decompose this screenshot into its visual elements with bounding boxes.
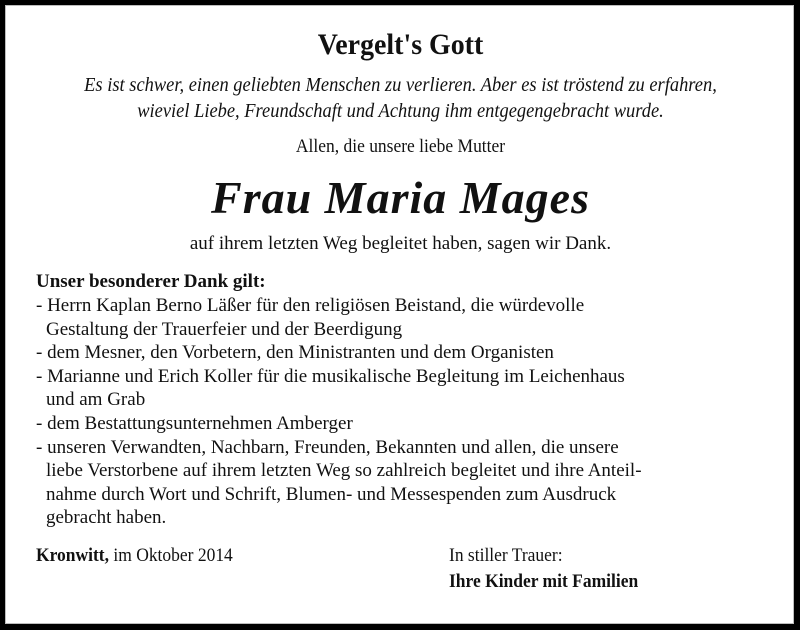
motto-line-2: wieviel Liebe, Freundschaft und Achtung ihm entgegengebracht wurde. (137, 100, 664, 122)
special-thanks-heading: Unser besonderer Dank gilt: (36, 271, 266, 292)
list-item-continuation: und am Grab (46, 389, 146, 411)
intro-text: Allen, die unsere liebe Mutter (295, 136, 506, 157)
list-item: - dem Bestattungsunternehmen Amberger (36, 412, 353, 434)
place-date (36, 545, 233, 567)
list-item: - Herrn Kaplan Berno Läßer für den religiösen Beistand, die würdevolle (36, 295, 585, 316)
list-item-continuation: nahme durch Wort und Schrift, Blumen- und Messespenden zum Ausdruck (46, 483, 617, 505)
list-item: - unseren Verwandten, Nachbarn, Freunden, Bekannten und allen, die unsere (36, 436, 619, 458)
list-item: - Marianne und Erich Koller für die musikalische Begleitung im Leichenhaus (36, 365, 625, 387)
list-item-continuation: liebe Verstorbene auf ihrem letzten Weg so zahlreich begleitet und ihre Anteil- (46, 460, 642, 482)
place-name: Kronwitt, (36, 545, 109, 566)
motto-text (45, 72, 755, 124)
deceased-name: Frau Maria Mages (211, 172, 590, 223)
motto-line-1: Es ist schwer, einen geliebten Menschen zu verlieren. Aber es ist tröstend zu erfahren, (84, 74, 717, 96)
thanks-line: auf ihrem letzten Weg begleitet haben, sagen wir Dank. (189, 233, 612, 254)
obituary-notice (5, 5, 794, 624)
special-thanks-list (36, 294, 642, 530)
list-item-continuation: gebracht haben. (46, 507, 167, 529)
date-text: im Oktober 2014 (113, 545, 233, 566)
list-item: - dem Mesner, den Vorbetern, den Ministranten und dem Organisten (36, 342, 554, 364)
notice-title: Vergelt's Gott (317, 28, 484, 61)
mourning-label: In stiller Trauer: (449, 545, 563, 566)
mourners: Ihre Kinder mit Familien (449, 571, 639, 592)
list-item-continuation: Gestaltung der Trauerfeier und der Beerdigung (46, 318, 403, 340)
